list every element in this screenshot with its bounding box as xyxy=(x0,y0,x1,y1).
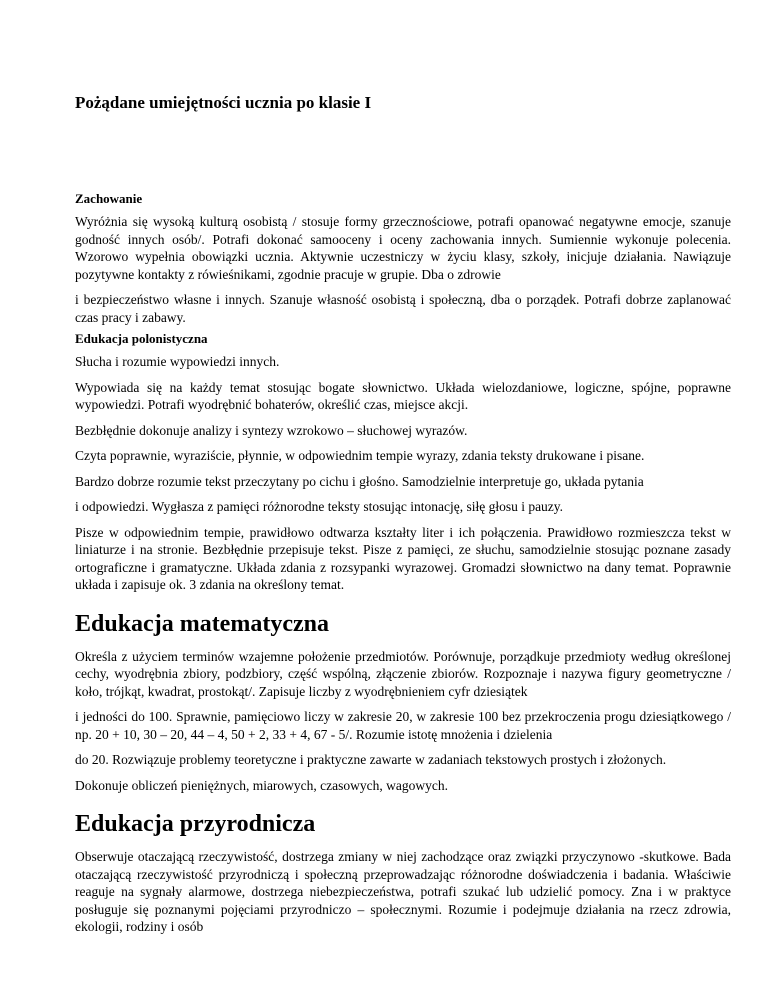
paragraph: i bezpieczeństwo własne i innych. Szanuje własność osobistą i społeczną, dba o porządek. Potrafi dobrze zaplanować czas pracy i zabawy. xyxy=(75,292,731,325)
section-heading-zachowanie: Zachowanie xyxy=(75,191,143,206)
paragraph: Czyta poprawnie, wyraziście, płynnie, w odpowiednim tempie wyrazy, zdania teksty drukowane i pisane. xyxy=(75,448,645,463)
paragraph: Obserwuje otaczającą rzeczywistość, dostrzega zmiany w niej zachodzące oraz związki przyczynowo -skutkowe. Bada otaczającą rzeczywistość przyrodniczą i społeczną przeprowadzając różnorodne doświadczenia i badania. Właściwie reaguje na sygnały alarmowe, dostrzega niebezpieczeństwa, potrafi szukać lub udzielić pomocy. Zna i w praktyce posługuje się poznanymi pojęciami przyrodniczo – społecznymi. Rozumie i podejmuje działania na rzecz zdrowia, ekologii, rodziny i osób xyxy=(75,849,731,934)
paragraph: Dokonuje obliczeń pieniężnych, miarowych, czasowych, wagowych. xyxy=(75,777,448,793)
paragraph: Słucha i rozumie wypowiedzi innych. xyxy=(75,354,280,369)
paragraph: i odpowiedzi. Wygłasza z pamięci różnorodne teksty stosując intonację, siłę głosu i pauzy. xyxy=(75,499,564,514)
section-heading-polonistyczna: Edukacja polonistyczna xyxy=(75,331,208,346)
paragraph: Określa z użyciem terminów wzajemne położenie przedmiotów. Porównuje, porządkuje przedmioty według określonej cechy, wyodrębnia zbiory, podzbiory, część wspólną, złączenie zbiorów. Rozpoznaje i nazywa figury geometryczne / koło, trójkąt, kwadrat, prostokąt/. Zapisuje liczby z wyodrębnieniem cyfr dziesiątek xyxy=(75,648,731,699)
section-heading-matematyczna: Edukacja matematyczna xyxy=(75,610,329,637)
paragraph: Bezbłędnie dokonuje analizy i syntezy wzrokowo – słuchowej wyrazów. xyxy=(75,422,468,438)
paragraph: i jedności do 100. Sprawnie, pamięciowo liczy w zakresie 20, w zakresie 100 bez przekroczenia progu dziesiątkowego / np. 20 + 10, 30 – 20, 44 – 4, 50 + 2, 33 + 4, 67 - 5/. Rozumie istotę mnożenia i dzielenia xyxy=(75,709,731,742)
paragraph: do 20. Rozwiązuje problemy teoretyczne i praktyczne zawarte w zadaniach tekstowych prostych i złożonych. xyxy=(75,752,667,767)
document-body xyxy=(75,190,731,944)
section-heading-przyrodnicza: Edukacja przyrodnicza xyxy=(75,811,316,837)
paragraph: Wyróżnia się wysoką kulturą osobistą / stosuje formy grzecznościowe, potrafi opanować negatywne emocje, szanuje godność innych osób/. Potrafi dokonać samooceny i oceny zachowania innych. Sumiennie wykonuje polecenia. Wzorowo wypełnia obowiązki ucznia. Aktywnie uczestniczy w życiu klasy, szkoły, inicjuje działania. Nawiązuje pozytywne kontakty z rówieśnikami, zgodnie pracuje w grupie. Dba o zdrowie xyxy=(75,214,731,282)
page-title: Pożądane umiejętności ucznia po klasie I xyxy=(75,93,372,112)
paragraph: Wypowiada się na każdy temat stosując bogate słownictwo. Układa wielozdaniowe, logiczne, spójne, poprawne wypowiedzi. Potrafi wyodrębnić bohaterów, określić czas, miejsce akcji. xyxy=(75,379,731,412)
paragraph: Bardzo dobrze rozumie tekst przeczytany po cichu i głośno. Samodzielnie interpretuje go, układa pytania xyxy=(75,473,644,489)
paragraph: Pisze w odpowiednim tempie, prawidłowo odtwarza kształty liter i ich połączenia. Prawidłowo rozmieszcza tekst w liniaturze i na stronie. Bezbłędnie przepisuje tekst. Pisze z pamięci, ze słuchu, samodzielnie stosując poznane zasady ortograficzne i gramatyczne. Układa zdania z rozsypanki wyrazowej. Gromadzi słownictwo na dany temat. Poprawnie układa i zapisuje ok. 3 zdania na określony temat. xyxy=(75,524,731,592)
